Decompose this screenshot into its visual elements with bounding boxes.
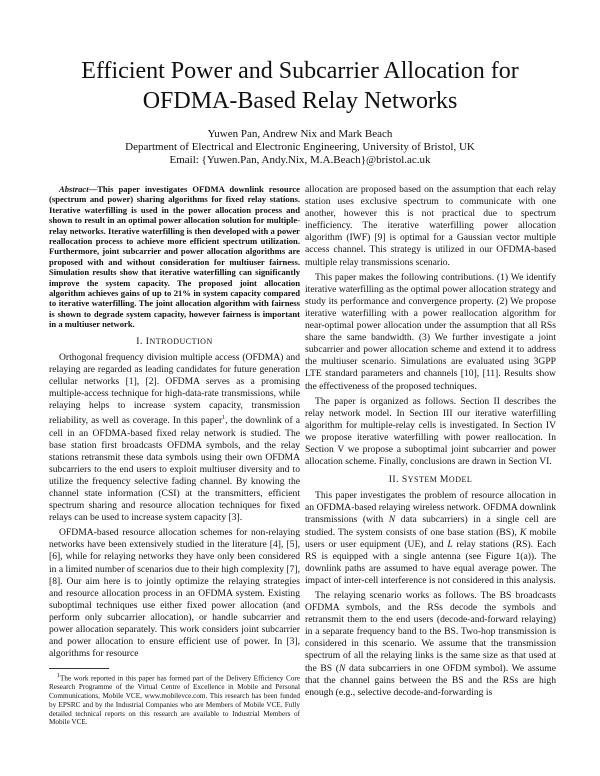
intro-paragraph-4: This paper makes the following contributions. (1) We identify iterative waterfilling as the optimal power allocation strategy and study its performance and convergence property. (2) We propose iterative waterfilling with a power reallocation algorithm for near-optimal power allocation under the assumption that all RSs share the same bandwidth. (3) We further investigate a joint subcarrier and power allocation scheme and extend it to address the multiuser scenario. Simulations are evaluated using 3GPP LTE standard parameters and channels [10], [11]. Results show the effectiveness of the proposed techniques. (305, 271, 556, 392)
footnote: $^1$The work reported in this paper has formed part of the Delivery Efficiency Core Research Programme of the Virtual Centre of Excellence in Mobile and Personal Communications, Mobile VCE, www.mobilevce.com. This research has been funded by EPSRC and by the Industrial Companies who are Members of Mobile VCE. Fully detailed technical reports on this research are available to Industrial Members of Mobile VCE. (49, 673, 300, 727)
intro-paragraph-5: The paper is organized as follows. Section II describes the relay network model. In Section III our iterative waterfilling algorithm for multiple-relay cells is investigated. In Section IV we propose iterative waterfilling with power reallocation. In Section V we propose a suboptimal joint subcarrier and power allocation scheme. Finally, conclusions are drawn in Section VI. (305, 395, 556, 468)
title-line-1: Efficient Power and Subcarrier Allocation for (81, 58, 519, 84)
model-paragraph-1: This paper investigates the problem of resource allocation in an OFDMA-based relaying wireless network. OFDMA downlink transmissions (with N data subcarriers) in a single cell are studied. The system consists of one base station (BS), K mobile users or user equipment (UE), and L relay stations (RS). Each RS is equipped with a single antenna (see Figure 1(a)). The downlink paths are assumed to have equal average power. The impact of inter-cell interference is not considered in this analysis. (305, 490, 557, 586)
paper-title (40, 56, 560, 116)
title-line-2: OFDMA-Based Relay Networks (142, 88, 458, 114)
section-heading-introduction: I. INTRODUCTION (136, 335, 213, 347)
intro-paragraph-1: Orthogonal frequency division multiple access (OFDMA) and relaying are regarded as leading candidates for future generation cellular networks [1], [2]. OFDMA serves as a promising multiple-access technique for high-data-rate transmissions, while relaying helps to increase system capacity, transmission reliability, as well as coverage. In this paper$^1$, the downlink of a cell in an OFDMA-based fixed relay network is studied. The base station first broadcasts OFDMA symbols, and the relay stations retransmit these data symbols using their own OFDMA subcarriers to the end users to exploit multiuser diversity and to utilize the frequency selective fading channel. By knowing the channel state information (CSI) at the transmitters, efficient spectrum sharing and resource allocation techniques for fixed relays can be used to increase system capacity [3]. (49, 351, 300, 524)
affiliation: Department of Electrical and Electronic Engineering, University of Bristol, UK (125, 141, 475, 153)
author-names: Yuwen Pan, Andrew Nix and Mark Beach (207, 128, 393, 140)
abstract (49, 184, 300, 330)
left-column (49, 184, 300, 727)
right-column (305, 184, 556, 702)
email: Email: {Yuwen.Pan, Andy.Nix, M.A.Beach}@bristol.ac.uk (169, 154, 431, 166)
footnote-rule (49, 668, 109, 669)
intro-paragraph-2: OFDMA-based resource allocation schemes for non-relaying networks have been extensively studied in the literature [4], [5], [6], while for relaying networks they have only been considered in a limited number of scenarios due to their high complexity [7], [8]. Our aim here is to jointly optimize the relaying strategies and resource allocation process in an OFDMA system. Existing suboptimal techniques use either fixed power allocation (and perform only subcarrier allocation), or handle subcarrier and power allocation separately. This work considers joint subcarrier and power allocation to ensure efficient use of power. In [3], algorithms for resource (49, 527, 300, 660)
section-heading-system-model: II. SYSTEM MODEL (388, 474, 473, 486)
author-block (40, 128, 560, 167)
intro-paragraph-3: allocation are proposed based on the assumption that each relay station uses exclusive spectrum to communicate with one another, however this is not practical due to spectrum inefficiency. The iterative waterfilling power allocation algorithm (IWF) [9] is optimal for a Gaussian vector multiple access channel. This strategy is utilized in our OFDMA-based multiple relay transmissions scenario. (305, 184, 556, 268)
abstract-label: Abstract (59, 184, 89, 194)
footnote-marker: 1 (222, 415, 226, 422)
model-paragraph-2: The relaying scenario works as follows. The BS broadcasts OFDMA symbols, and the RSs decode the symbols and retransmit them to the end users (decode-and-forward relaying) in a separate frequency band to the BS. Two-hop transmission is considered in this scenario. We assume that the transmission spectrum of all the relaying links is the same size as that used at the BS (N data subcarriers in one OFDM symbol). We assume that the channel gains between the BS and the RSs are high enough (e.g., selective decode-and-forwarding is (305, 590, 557, 698)
abstract-text: —This paper investigates OFDMA downlink resource (spectrum and power) sharing algorithms for fixed relay stations. Iterative waterfilling is used in the power allocation process and shown to result in an optimal power allocation solution for multiple-relay networks. Iterative waterfilling is then developed with a power reallocation process to achieve more efficient spectrum utilization. Furthermore, joint subcarrier and power allocation algorithms are proposed with and without consideration for multiuser fairness. Simulation results show that iterative waterfilling can significantly improve the system capacity. The proposed joint allocation algorithm achieves gains of up to 21% in system capacity compared to iterative waterfilling. The joint allocation algorithm with fairness is shown to degrade system capacity, however fairness is important in a multiuser network. (49, 184, 300, 330)
